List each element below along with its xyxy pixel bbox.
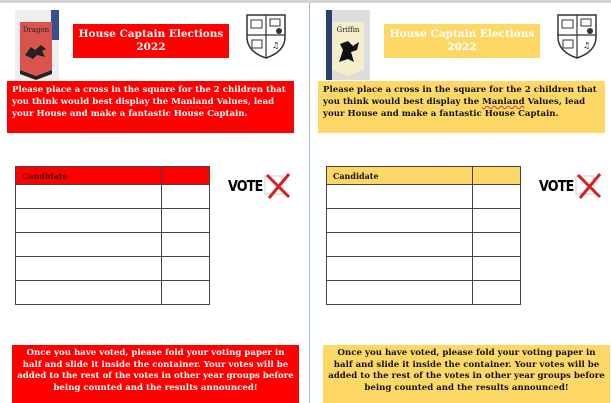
table-row	[16, 233, 210, 257]
candidate-table	[15, 166, 210, 305]
footer-instructions: Once you have voted, please fold your voting paper in half and slide it inside the container. Your votes will be added to the rest of the votes in other year groups before being counted and the results announced!	[323, 345, 610, 403]
table-row	[16, 185, 210, 209]
vote-box[interactable]	[473, 209, 521, 233]
vote-box[interactable]	[162, 233, 210, 257]
vote-graphic: VOTE	[228, 172, 294, 200]
vote-graphic: VOTE	[539, 172, 605, 200]
vote-box[interactable]	[162, 257, 210, 281]
instructions: Please place a cross in the square for the 2 children that you think would best display the Manland Values, lead your House and make a fantastic House Captain.	[318, 81, 605, 133]
election-title: House Captain Elections 2022	[73, 24, 229, 58]
school-shield-icon	[245, 13, 287, 59]
vote-box[interactable]	[162, 185, 210, 209]
table-row	[327, 233, 521, 257]
svg-text:♫: ♫	[272, 41, 280, 50]
instructions: Please place a cross in the square for the 2 children that you think would best display the Manland Values, lead your House and make a fantastic House Captain.	[7, 81, 294, 133]
vote-box[interactable]	[473, 257, 521, 281]
table-row	[327, 185, 521, 209]
table-row	[16, 209, 210, 233]
table-row	[327, 281, 521, 305]
svg-text:Dragon: Dragon	[22, 26, 50, 34]
svg-text:Griffin: Griffin	[336, 26, 360, 34]
election-title: House Captain Elections 2022	[384, 24, 540, 58]
vote-box[interactable]	[473, 185, 521, 209]
candidate-header: Candidate	[327, 167, 473, 185]
cross-icon	[575, 172, 603, 200]
dragon-banner-image	[15, 10, 59, 80]
footer-instructions: Once you have voted, please fold your voting paper in half and slide it inside the container. Your votes will be added to the rest of the votes in other year groups before being counted and the results announced!	[12, 345, 299, 403]
vote-box[interactable]	[473, 233, 521, 257]
vote-box[interactable]	[473, 281, 521, 305]
ballot-dragon	[0, 0, 305, 403]
vote-box[interactable]	[162, 281, 210, 305]
svg-text:♫: ♫	[583, 41, 591, 50]
cross-icon	[264, 172, 292, 200]
candidate-header: Candidate	[16, 167, 162, 185]
school-shield-icon	[556, 13, 598, 59]
ballot-griffin	[311, 0, 611, 403]
candidate-table	[326, 166, 521, 305]
table-row	[16, 281, 210, 305]
table-row	[327, 209, 521, 233]
page-divider	[309, 3, 310, 403]
griffin-banner-image	[326, 10, 370, 80]
table-row	[327, 257, 521, 281]
table-row	[16, 257, 210, 281]
vote-box[interactable]	[162, 209, 210, 233]
